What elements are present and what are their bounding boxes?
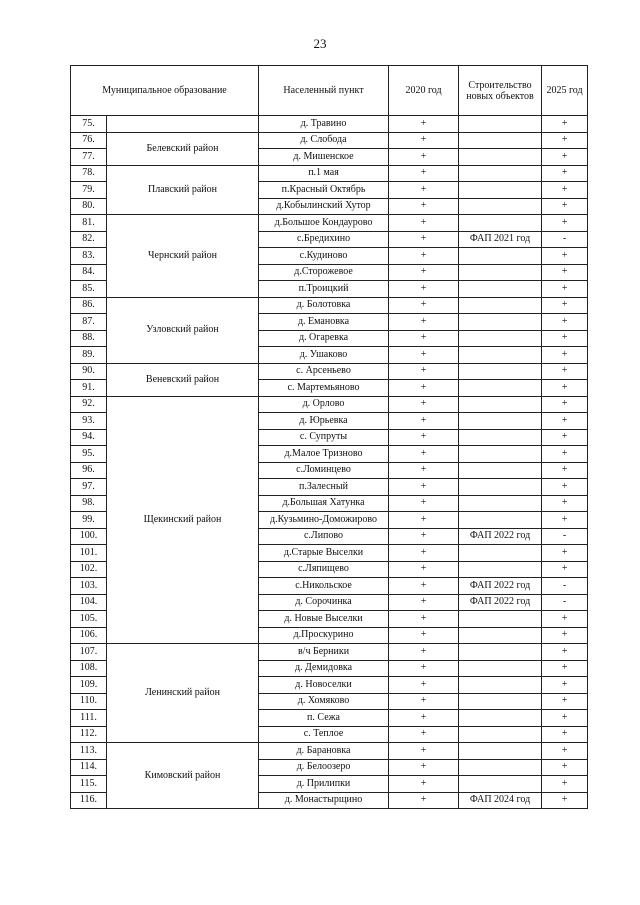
settlement-cell: с.Кудиново <box>259 248 389 265</box>
settlement-cell: д. Сорочинка <box>259 594 389 611</box>
construction-cell <box>459 446 542 463</box>
construction-cell <box>459 182 542 199</box>
settlement-cell: д. Огаревка <box>259 330 389 347</box>
settlement-cell: д. Новые Выселки <box>259 611 389 628</box>
year-2020-cell: + <box>389 677 459 694</box>
year-2020-cell: + <box>389 512 459 529</box>
year-2020-cell: + <box>389 248 459 265</box>
year-2025-cell: + <box>542 462 588 479</box>
settlement-cell: д.Проскурино <box>259 627 389 644</box>
row-number-cell: 108. <box>71 660 107 677</box>
settlement-cell: д. Монастырщино <box>259 792 389 809</box>
year-2020-cell: + <box>389 198 459 215</box>
year-2025-cell: + <box>542 330 588 347</box>
year-2025-cell: + <box>542 644 588 661</box>
row-number-cell: 92. <box>71 396 107 413</box>
construction-cell <box>459 198 542 215</box>
year-2025-cell: + <box>542 743 588 760</box>
table-row <box>71 215 588 232</box>
settlement-cell: д. Демидовка <box>259 660 389 677</box>
settlement-cell: п.1 мая <box>259 165 389 182</box>
year-2020-cell: + <box>389 396 459 413</box>
construction-cell <box>459 479 542 496</box>
construction-cell <box>459 149 542 166</box>
year-2025-cell: + <box>542 380 588 397</box>
year-2025-cell: + <box>542 446 588 463</box>
year-2025-cell: + <box>542 264 588 281</box>
year-2020-cell: + <box>389 792 459 809</box>
year-2020-cell: + <box>389 611 459 628</box>
header-municipality: Муниципальное образование <box>71 66 259 116</box>
municipality-cell: Кимовский район <box>107 743 259 809</box>
construction-cell <box>459 545 542 562</box>
header-2020: 2020 год <box>389 66 459 116</box>
table-body <box>71 116 588 809</box>
settlement-cell: д. Слобода <box>259 132 389 149</box>
construction-cell <box>459 429 542 446</box>
year-2020-cell: + <box>389 743 459 760</box>
year-2025-cell: + <box>542 215 588 232</box>
row-number-cell: 78. <box>71 165 107 182</box>
settlement-cell: с. Мартемьяново <box>259 380 389 397</box>
row-number-cell: 84. <box>71 264 107 281</box>
settlement-cell: д. Барановка <box>259 743 389 760</box>
construction-cell <box>459 677 542 694</box>
year-2020-cell: + <box>389 594 459 611</box>
year-2020-cell: + <box>389 297 459 314</box>
row-number-cell: 116. <box>71 792 107 809</box>
year-2020-cell: + <box>389 462 459 479</box>
row-number-cell: 80. <box>71 198 107 215</box>
settlement-cell: д. Емановка <box>259 314 389 331</box>
row-number-cell: 87. <box>71 314 107 331</box>
construction-cell <box>459 347 542 364</box>
settlement-cell: д. Орлово <box>259 396 389 413</box>
year-2025-cell: + <box>542 726 588 743</box>
year-2025-cell: + <box>542 198 588 215</box>
year-2020-cell: + <box>389 693 459 710</box>
settlement-cell: п.Красный Октябрь <box>259 182 389 199</box>
year-2025-cell: + <box>542 429 588 446</box>
construction-cell <box>459 512 542 529</box>
settlement-cell: п.Троицкий <box>259 281 389 298</box>
settlement-cell: с. Супруты <box>259 429 389 446</box>
row-number-cell: 83. <box>71 248 107 265</box>
year-2020-cell: + <box>389 660 459 677</box>
settlement-cell: п.Залесный <box>259 479 389 496</box>
table-row <box>71 116 588 133</box>
construction-cell <box>459 627 542 644</box>
year-2025-cell: + <box>542 132 588 149</box>
settlement-cell: с.Ляпищево <box>259 561 389 578</box>
year-2020-cell: + <box>389 528 459 545</box>
row-number-cell: 112. <box>71 726 107 743</box>
year-2020-cell: + <box>389 314 459 331</box>
municipality-cell: Чернский район <box>107 215 259 298</box>
row-number-cell: 95. <box>71 446 107 463</box>
year-2020-cell: + <box>389 627 459 644</box>
year-2025-cell: + <box>542 479 588 496</box>
row-number-cell: 93. <box>71 413 107 430</box>
construction-cell: ФАП 2022 год <box>459 594 542 611</box>
year-2020-cell: + <box>389 132 459 149</box>
year-2020-cell: + <box>389 264 459 281</box>
year-2020-cell: + <box>389 644 459 661</box>
settlement-cell: д. Болотовка <box>259 297 389 314</box>
row-number-cell: 98. <box>71 495 107 512</box>
settlement-cell: с.Ломинцево <box>259 462 389 479</box>
settlement-cell: п. Сежа <box>259 710 389 727</box>
year-2020-cell: + <box>389 347 459 364</box>
municipality-cell: Узловский район <box>107 297 259 363</box>
year-2025-cell: + <box>542 413 588 430</box>
row-number-cell: 106. <box>71 627 107 644</box>
construction-cell <box>459 215 542 232</box>
year-2020-cell: + <box>389 231 459 248</box>
row-number-cell: 105. <box>71 611 107 628</box>
row-number-cell: 97. <box>71 479 107 496</box>
settlement-cell: д.Кобылинский Хутор <box>259 198 389 215</box>
construction-cell <box>459 462 542 479</box>
row-number-cell: 114. <box>71 759 107 776</box>
year-2025-cell: + <box>542 627 588 644</box>
row-number-cell: 96. <box>71 462 107 479</box>
year-2025-cell: + <box>542 396 588 413</box>
year-2025-cell: + <box>542 314 588 331</box>
row-number-cell: 81. <box>71 215 107 232</box>
construction-cell <box>459 611 542 628</box>
row-number-cell: 91. <box>71 380 107 397</box>
construction-cell <box>459 116 542 133</box>
year-2025-cell: + <box>542 677 588 694</box>
year-2025-cell: + <box>542 710 588 727</box>
row-number-cell: 76. <box>71 132 107 149</box>
year-2020-cell: + <box>389 116 459 133</box>
table-row <box>71 132 588 149</box>
settlement-cell: д.Малое Тризново <box>259 446 389 463</box>
year-2020-cell: + <box>389 710 459 727</box>
construction-cell <box>459 248 542 265</box>
year-2025-cell: - <box>542 578 588 595</box>
settlement-cell: д. Травино <box>259 116 389 133</box>
row-number-cell: 115. <box>71 776 107 793</box>
row-number-cell: 94. <box>71 429 107 446</box>
year-2020-cell: + <box>389 578 459 595</box>
settlement-cell: д.Большое Кондаурово <box>259 215 389 232</box>
row-number-cell: 110. <box>71 693 107 710</box>
construction-cell <box>459 644 542 661</box>
construction-cell: ФАП 2022 год <box>459 528 542 545</box>
year-2025-cell: + <box>542 759 588 776</box>
row-number-cell: 88. <box>71 330 107 347</box>
row-number-cell: 109. <box>71 677 107 694</box>
construction-cell <box>459 759 542 776</box>
settlement-cell: с.Бредихино <box>259 231 389 248</box>
row-number-cell: 79. <box>71 182 107 199</box>
year-2025-cell: + <box>542 792 588 809</box>
year-2020-cell: + <box>389 545 459 562</box>
settlement-cell: в/ч Берники <box>259 644 389 661</box>
construction-cell <box>459 132 542 149</box>
row-number-cell: 82. <box>71 231 107 248</box>
row-number-cell: 75. <box>71 116 107 133</box>
year-2020-cell: + <box>389 149 459 166</box>
construction-cell <box>459 413 542 430</box>
year-2020-cell: + <box>389 215 459 232</box>
year-2025-cell: + <box>542 693 588 710</box>
construction-cell <box>459 561 542 578</box>
year-2025-cell: + <box>542 182 588 199</box>
construction-cell <box>459 495 542 512</box>
row-number-cell: 77. <box>71 149 107 166</box>
construction-cell <box>459 297 542 314</box>
table-row <box>71 165 588 182</box>
row-number-cell: 104. <box>71 594 107 611</box>
table-row <box>71 396 588 413</box>
year-2025-cell: + <box>542 611 588 628</box>
year-2025-cell: + <box>542 165 588 182</box>
table-row <box>71 743 588 760</box>
construction-cell <box>459 776 542 793</box>
municipality-cell: Ленинский район <box>107 644 259 743</box>
construction-cell: ФАП 2022 год <box>459 578 542 595</box>
row-number-cell: 101. <box>71 545 107 562</box>
header-settlement: Населенный пункт <box>259 66 389 116</box>
settlement-cell: д.Сторожевое <box>259 264 389 281</box>
year-2025-cell: + <box>542 281 588 298</box>
row-number-cell: 85. <box>71 281 107 298</box>
settlement-cell: д. Юрьевка <box>259 413 389 430</box>
year-2025-cell: + <box>542 116 588 133</box>
year-2025-cell: + <box>542 248 588 265</box>
settlement-cell: д.Кузьмино-Доможирово <box>259 512 389 529</box>
page-number: 23 <box>313 36 327 51</box>
municipality-cell <box>107 116 259 133</box>
table-row <box>71 363 588 380</box>
year-2025-cell: - <box>542 231 588 248</box>
table-row <box>71 644 588 661</box>
settlement-cell: д. Новоселки <box>259 677 389 694</box>
municipality-cell: Веневский район <box>107 363 259 396</box>
header-construction: Строительство новых объектов <box>459 66 542 116</box>
construction-cell <box>459 314 542 331</box>
year-2020-cell: + <box>389 446 459 463</box>
settlement-cell: д. Мишенское <box>259 149 389 166</box>
year-2020-cell: + <box>389 182 459 199</box>
settlement-cell: с.Липово <box>259 528 389 545</box>
year-2020-cell: + <box>389 363 459 380</box>
municipality-cell: Белевский район <box>107 132 259 165</box>
row-number-cell: 103. <box>71 578 107 595</box>
row-number-cell: 86. <box>71 297 107 314</box>
table-header-row <box>71 66 588 116</box>
year-2020-cell: + <box>389 776 459 793</box>
year-2020-cell: + <box>389 413 459 430</box>
year-2025-cell: + <box>542 297 588 314</box>
settlement-cell: д. Ушаково <box>259 347 389 364</box>
municipality-cell: Плавский район <box>107 165 259 215</box>
year-2025-cell: - <box>542 594 588 611</box>
year-2020-cell: + <box>389 495 459 512</box>
year-2025-cell: + <box>542 545 588 562</box>
settlement-cell: с. Теплое <box>259 726 389 743</box>
construction-cell <box>459 726 542 743</box>
year-2025-cell: + <box>542 776 588 793</box>
settlement-cell: д.Большая Хатунка <box>259 495 389 512</box>
settlement-cell: д.Старые Выселки <box>259 545 389 562</box>
year-2025-cell: + <box>542 363 588 380</box>
construction-cell <box>459 743 542 760</box>
year-2025-cell: + <box>542 561 588 578</box>
year-2020-cell: + <box>389 561 459 578</box>
settlement-cell: с. Арсеньево <box>259 363 389 380</box>
year-2025-cell: + <box>542 347 588 364</box>
year-2020-cell: + <box>389 380 459 397</box>
year-2020-cell: + <box>389 165 459 182</box>
construction-cell <box>459 264 542 281</box>
row-number-cell: 90. <box>71 363 107 380</box>
row-number-cell: 100. <box>71 528 107 545</box>
settlements-table <box>70 65 588 809</box>
row-number-cell: 111. <box>71 710 107 727</box>
construction-cell: ФАП 2021 год <box>459 231 542 248</box>
settlement-cell: д. Хомяково <box>259 693 389 710</box>
year-2020-cell: + <box>389 429 459 446</box>
year-2025-cell: + <box>542 512 588 529</box>
construction-cell <box>459 330 542 347</box>
construction-cell <box>459 380 542 397</box>
year-2025-cell: + <box>542 149 588 166</box>
row-number-cell: 102. <box>71 561 107 578</box>
year-2025-cell: + <box>542 495 588 512</box>
year-2020-cell: + <box>389 759 459 776</box>
year-2025-cell: + <box>542 660 588 677</box>
year-2020-cell: + <box>389 281 459 298</box>
construction-cell <box>459 281 542 298</box>
construction-cell <box>459 693 542 710</box>
row-number-cell: 99. <box>71 512 107 529</box>
construction-cell <box>459 363 542 380</box>
row-number-cell: 107. <box>71 644 107 661</box>
construction-cell <box>459 660 542 677</box>
year-2025-cell: - <box>542 528 588 545</box>
construction-cell <box>459 165 542 182</box>
construction-cell <box>459 396 542 413</box>
settlement-cell: д. Прилипки <box>259 776 389 793</box>
row-number-cell: 113. <box>71 743 107 760</box>
municipality-cell: Щекинский район <box>107 396 259 644</box>
year-2020-cell: + <box>389 726 459 743</box>
settlement-cell: д. Белоозеро <box>259 759 389 776</box>
table-row <box>71 297 588 314</box>
row-number-cell: 89. <box>71 347 107 364</box>
year-2020-cell: + <box>389 479 459 496</box>
settlement-cell: с.Никольское <box>259 578 389 595</box>
year-2020-cell: + <box>389 330 459 347</box>
header-2025: 2025 год <box>542 66 588 116</box>
construction-cell <box>459 710 542 727</box>
construction-cell: ФАП 2024 год <box>459 792 542 809</box>
